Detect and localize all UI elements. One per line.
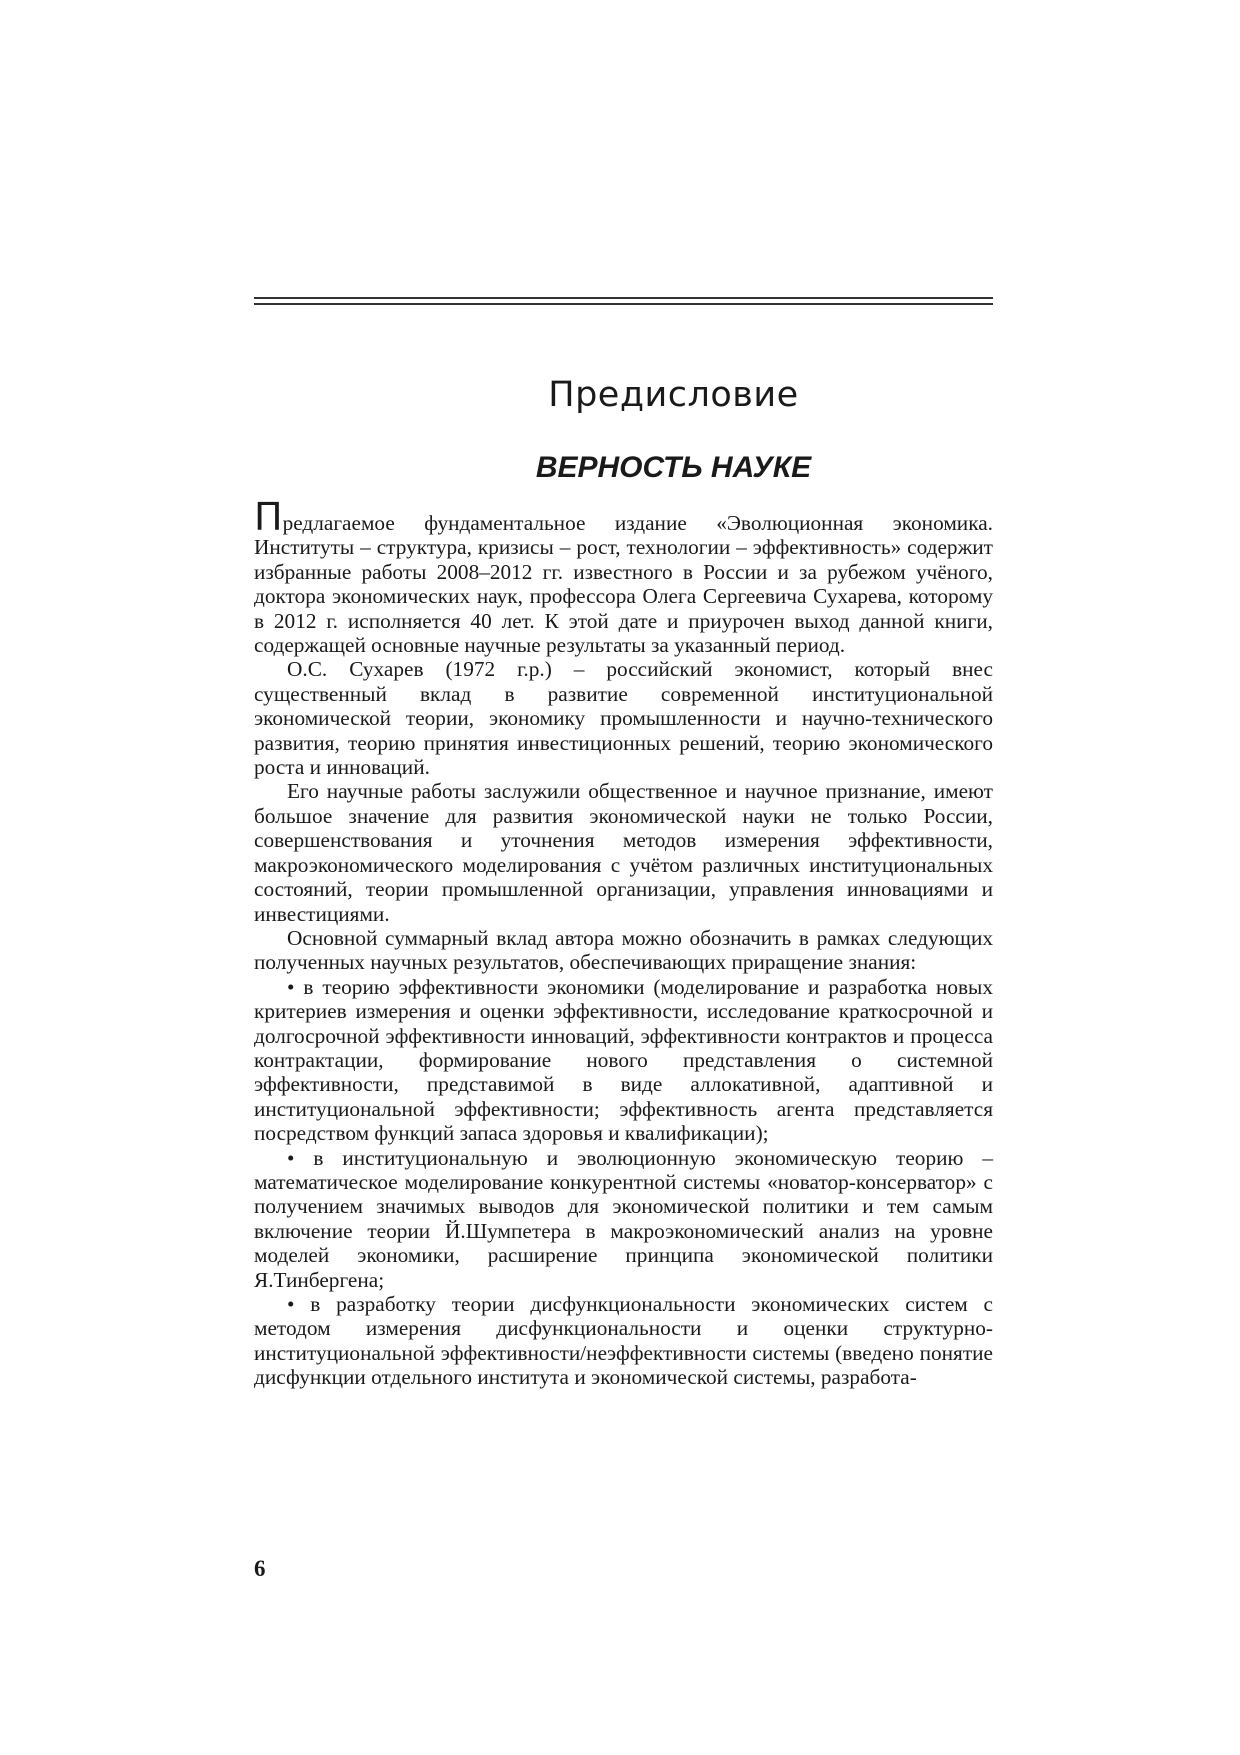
header-rule-bottom bbox=[254, 303, 993, 305]
paragraph-text: редлагаемое фундаментальное издание «Эволюционная экономика. Институты – структура, кризисы – рост, технологии – эффективность» содержит избранные работы 2008–2012 гг. известного в России и за рубежом учёного, доктора экономических наук, профессора Олега Сергеевича Сухарева, которому в 2012 г. исполняется 40 лет. К этой дате и приурочен выход данной книги, содержащей основные научные результаты за указанный период. bbox=[254, 511, 993, 658]
paragraph: Основной суммарный вклад автора можно обозначить в рамках следующих полученных научных результатов, обеспечивающих приращение знания: bbox=[254, 925, 993, 975]
header-rule-top bbox=[254, 297, 993, 299]
paragraph-intro bbox=[254, 495, 993, 658]
bullet-item: • в разработку теории дисфункциональности экономических систем с методом измерения дисфункциональности и оценки структурно-институциональной эффективности/неэффективности системы (введено понятие дисфункции отдельного института и экономической системы, разработа- bbox=[254, 1292, 993, 1390]
body-text bbox=[254, 495, 993, 1390]
drop-cap: П bbox=[254, 495, 283, 539]
chapter-subtitle: ВЕРНОСТЬ НАУКЕ bbox=[535, 451, 812, 484]
bullet-item: • в теорию эффективности экономики (моделирование и разработка новых критериев измерения и оценки эффективности, исследование краткосрочной и долгосрочной эффективности инноваций, эффективности контрактов и процесса контрактации, формирование нового представления о системной эффективности, представимой в виде аллокативной, адаптивной и институциональной эффективности; эффективность агента представляется посредством функций запаса здоровья и квалификации); bbox=[254, 974, 993, 1146]
bullet-item: • в институциональную и эволюционную экономическую теорию – математическое моделирование конкурентной системы «новатор-консерватор» с получением значимых выводов для экономической политики и тем самым включение теории Й.Шумпетера в макроэкономический анализ на уровне моделей экономики, расширение принципа экономической политики Я.Тинбергена; bbox=[254, 1145, 993, 1292]
paragraph: О.С. Сухарев (1972 г.р.) – российский экономист, который внес существенный вклад в развитие современной институциональной экономической теории, экономику промышленности и научно-технического развития, теорию принятия инвестиционных решений, теорию экономического роста и инноваций. bbox=[254, 657, 993, 780]
chapter-title: Предисловие bbox=[548, 375, 799, 415]
paragraph: Его научные работы заслужили общественное и научное признание, имеют большое значение для развития экономической науки не только России, совершенствования и уточнения методов измерения эффективности, макроэкономического моделирования с учётом различных институциональных состояний, теории промышленной организации, управления инновациями и инвестициями. bbox=[254, 779, 993, 926]
page-number: 6 bbox=[254, 1556, 266, 1581]
